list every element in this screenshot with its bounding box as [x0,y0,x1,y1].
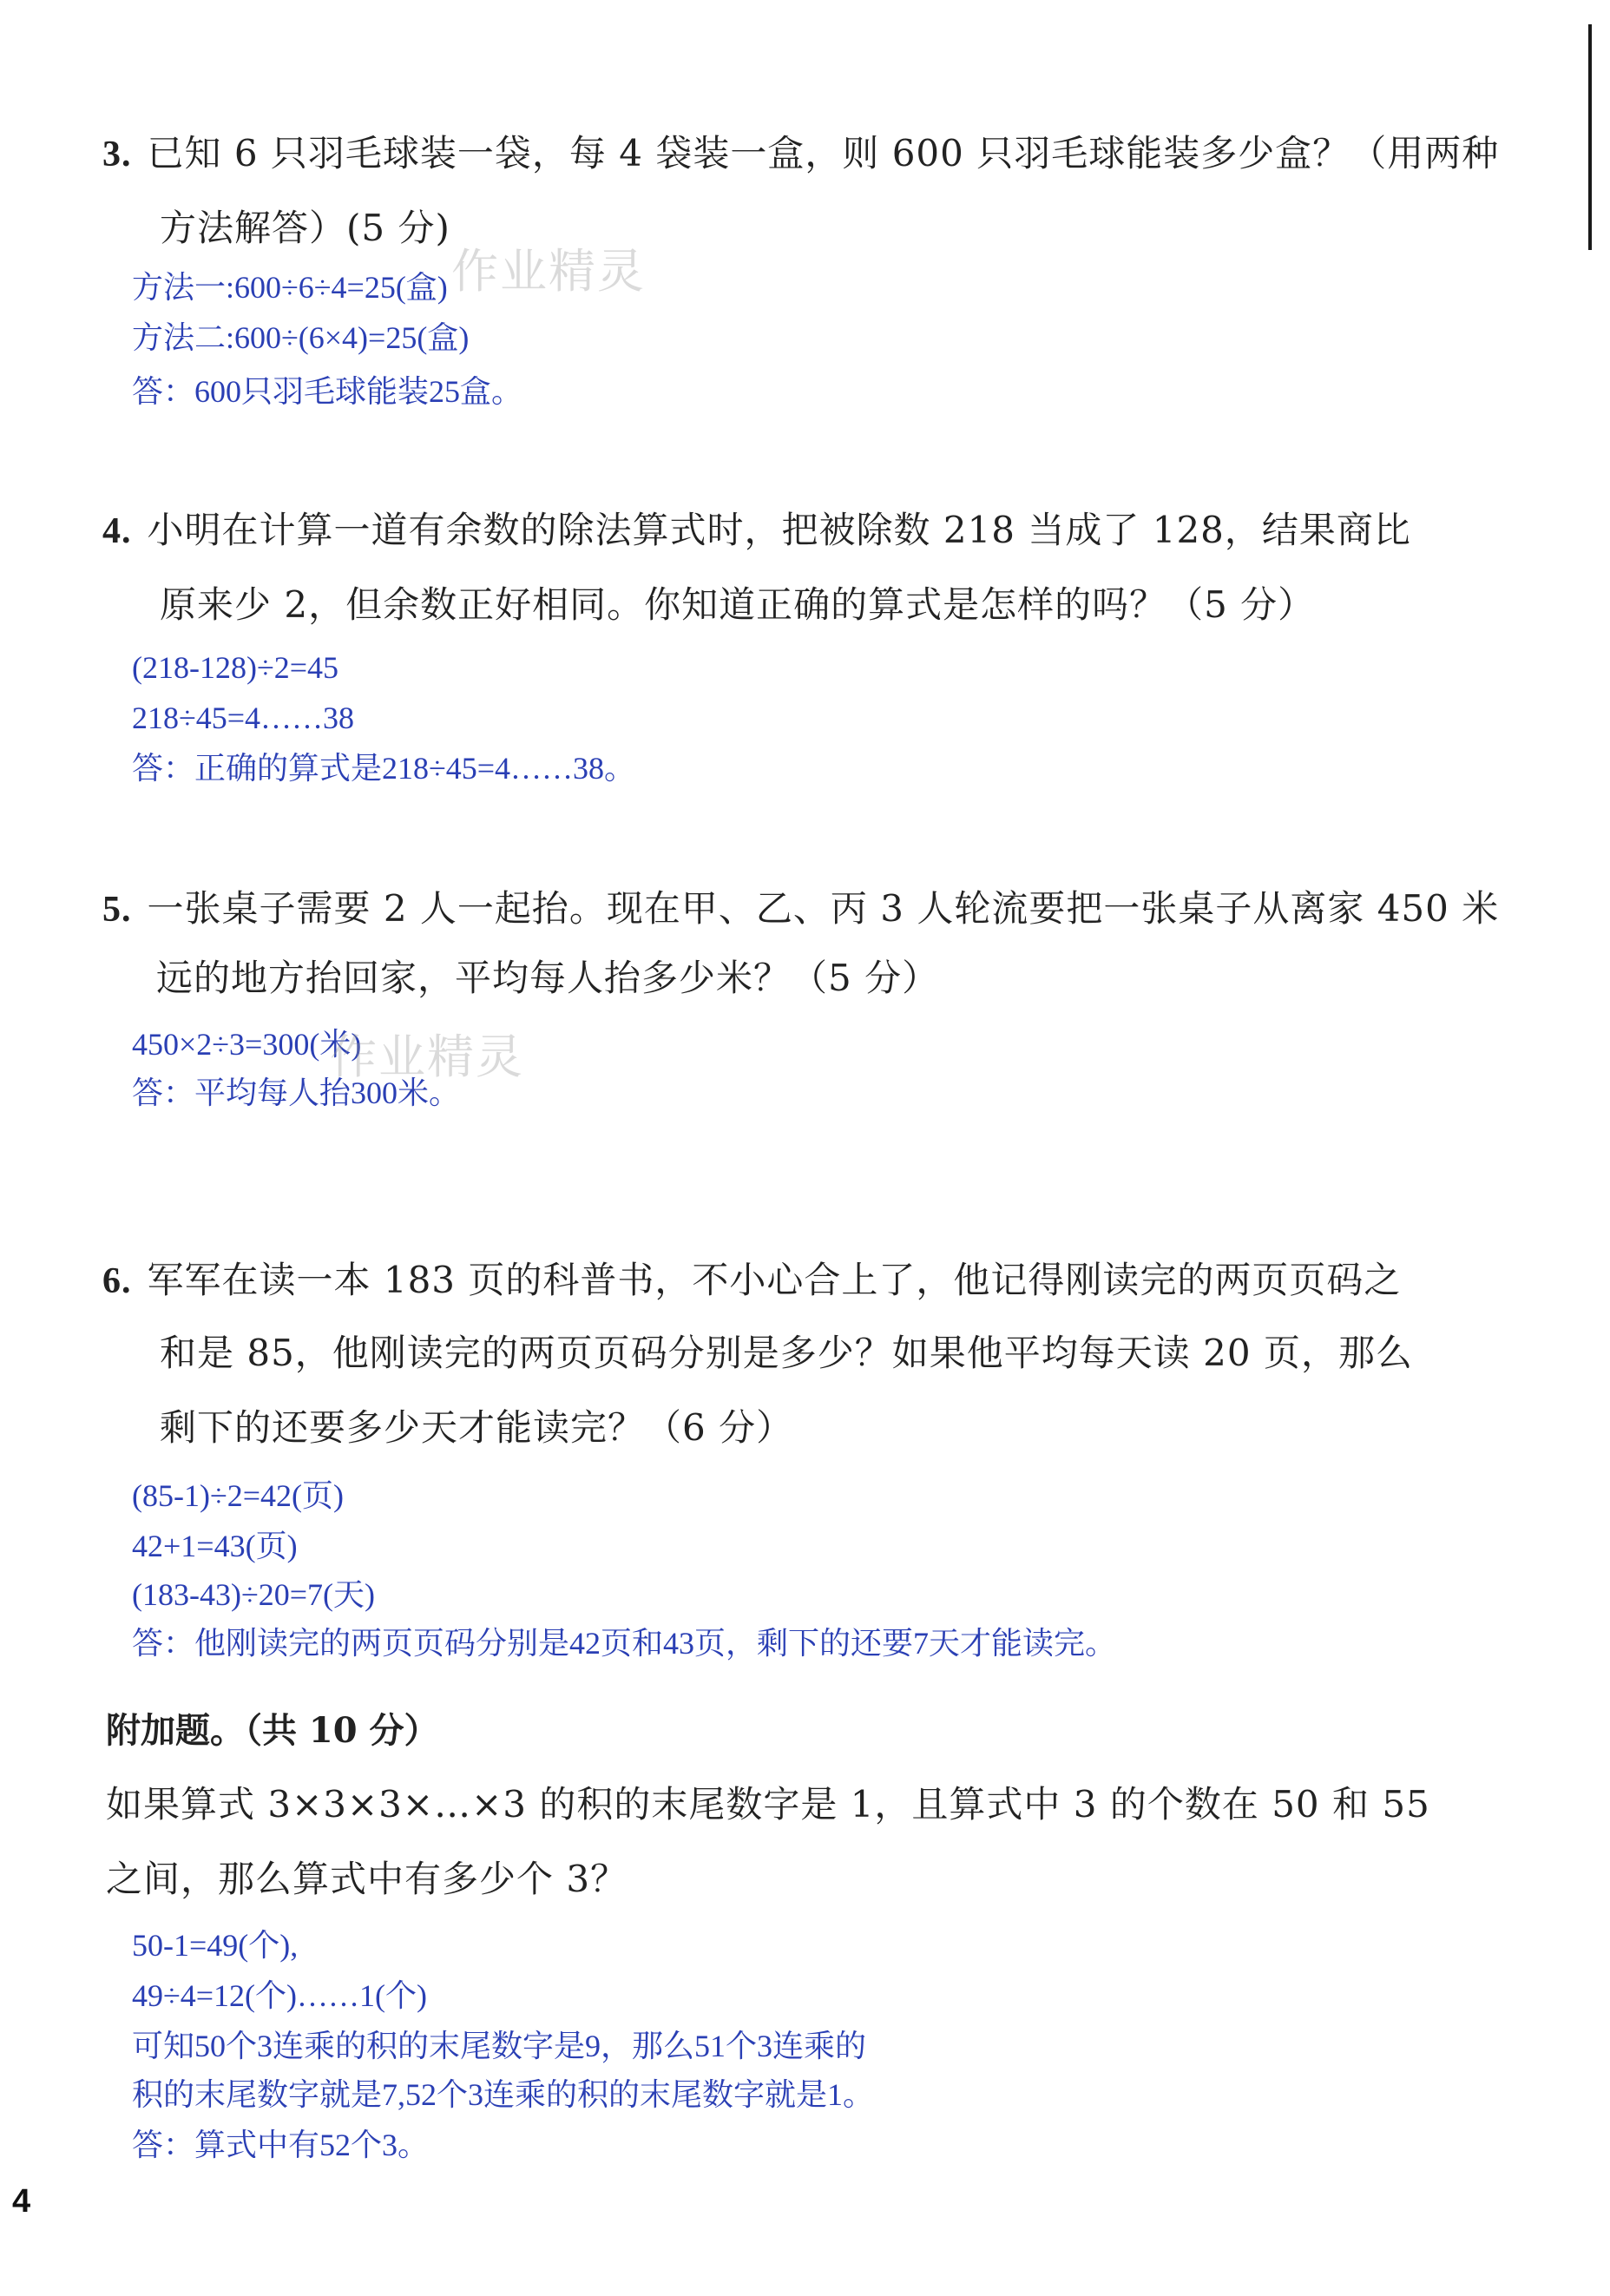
q5-number: 5. [102,890,132,930]
bonus-line1: 如果算式 3×3×3×…×3 的积的末尾数字是 1，且算式中 3 的个数在 50 和 55 [106,1783,1430,1826]
q4-answer-3: 答：正确的算式是218÷45=4……38。 [132,751,636,786]
bonus-answer-5: 答：算式中有52个3。 [132,2128,430,2162]
bonus-answer-2: 49÷4=12(个)……1(个) [132,1978,428,2013]
q5-answer-1: 450×2÷3=300(米) [132,1027,362,1062]
q3-line1: 3. 已知 6 只羽毛球装一袋，每 4 袋装一盒，则 600 只羽毛球能装多少盒？（用两种 [102,132,1500,174]
q3-line2: 方法解答）(5 分) [160,207,450,249]
q4-line1: 4. 小明在计算一道有余数的除法算式时，把被除数 218 当成了 128，结果商比 [102,509,1411,551]
q4-answer-2: 218÷45=4……38 [132,701,355,735]
watermark: 作业精灵 [330,1030,524,1084]
q6-answer-3: (183-43)÷20=7(天) [132,1577,376,1612]
q3-answer-1: 方法一:600÷6÷4=25(盒) [132,270,448,305]
bonus-answer-4: 积的末尾数字就是7,52个3连乘的积的末尾数字就是1。 [132,2077,875,2112]
q5-answer-2: 答：平均每人抬300米。 [132,1076,461,1110]
q6-answer-4: 答：他刚读完的两页页码分别是42页和43页，剩下的还要7天才能读完。 [132,1626,1117,1661]
q5-line1: 5. 一张桌子需要 2 人一起抬。现在甲、乙、丙 3 人轮流要把一张桌子从离家 450 米 [102,887,1500,930]
q6-number: 6. [102,1261,132,1301]
q3-number: 3. [102,135,132,174]
q6-answer-1: (85-1)÷2=42(页) [132,1478,345,1513]
bonus-line2: 之间，那么算式中有多少个 3？ [106,1858,628,1900]
margin-rule [1588,24,1592,250]
bonus-answer-1: 50-1=49(个), [132,1928,299,1963]
q5-line2: 远的地方抬回家，平均每人抬多少米？（5 分） [156,957,940,999]
q3-answer-3: 答：600只羽毛球能装25盒。 [132,374,523,409]
q3-answer-2: 方法二:600÷(6×4)=25(盒) [132,320,470,355]
bonus-answer-3: 可知50个3连乘的积的末尾数字是9，那么51个3连乘的 [132,2029,867,2063]
q4-answer-1: (218-128)÷2=45 [132,650,339,685]
page-number: 4 [12,2183,31,2220]
q4-line2: 原来少 2，但余数正好相同。你知道正确的算式是怎样的吗？（5 分） [160,583,1316,626]
q6-line2: 和是 85，他刚读完的两页页码分别是多少？如果他平均每天读 20 页，那么 [160,1332,1413,1374]
watermark: 作业精灵 [451,244,646,299]
q6-line1: 6. 军军在读一本 183 页的科普书，不小心合上了，他记得刚读完的两页页码之 [102,1259,1402,1301]
q4-number: 4. [102,511,132,551]
q6-line3: 剩下的还要多少天才能读完？（6 分） [160,1406,794,1449]
bonus-title: 附加题。（共 10 分） [106,1710,439,1751]
q6-answer-2: 42+1=43(页) [132,1529,298,1563]
